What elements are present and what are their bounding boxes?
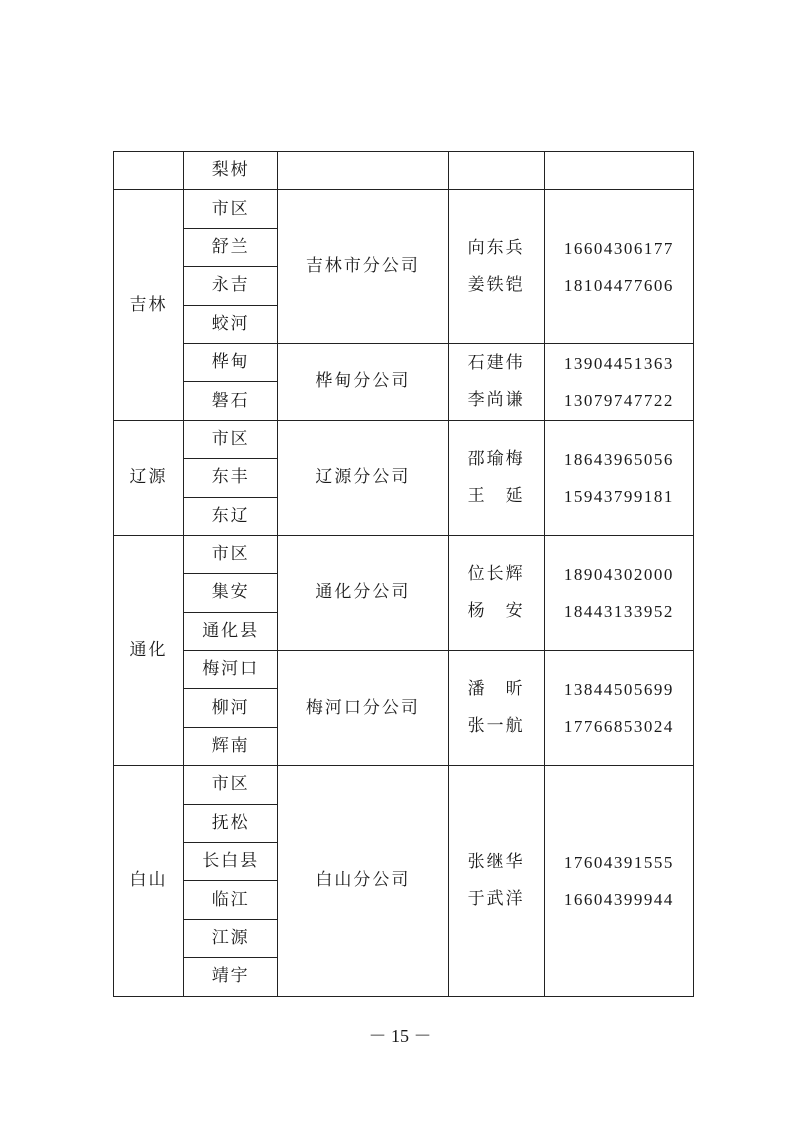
district-cell: 市区 (184, 420, 278, 458)
district-cell: 舒兰 (184, 228, 278, 266)
contact-name: 位长辉 (467, 563, 525, 584)
contact-name: 张一航 (467, 716, 525, 737)
contact-cell (448, 651, 544, 766)
district-cell: 集安 (184, 574, 278, 612)
phone-number: 18643965056 (563, 449, 674, 469)
region-cell: 白山 (114, 766, 184, 996)
contact-name: 潘 昕 (467, 679, 525, 700)
district-cell: 东辽 (184, 497, 278, 535)
phone-number: 18904302000 (563, 564, 674, 584)
company-cell: 梅河口分公司 (278, 651, 448, 766)
contact-name: 杨 安 (467, 600, 525, 621)
district-cell: 梅河口 (184, 651, 278, 689)
contact-name: 张继华 (467, 851, 525, 872)
region-cell (114, 152, 184, 190)
contact-name: 向东兵 (467, 237, 525, 258)
region-cell: 吉林 (114, 190, 184, 420)
district-cell: 磐石 (184, 382, 278, 420)
district-cell: 柳河 (184, 689, 278, 727)
district-cell: 长白县 (184, 843, 278, 881)
district-cell: 永吉 (184, 267, 278, 305)
company-cell: 吉林市分公司 (278, 190, 448, 344)
contact-name: 于武洋 (467, 888, 525, 909)
table-row (114, 343, 694, 381)
phone-cell (544, 420, 693, 535)
phone-number: 16604306177 (563, 238, 674, 258)
phone-number: 18104477606 (563, 275, 674, 295)
district-cell: 江源 (184, 919, 278, 957)
contacts-table (113, 151, 694, 997)
contact-name: 李尚谦 (467, 389, 525, 410)
district-cell: 梨树 (184, 152, 278, 190)
table-row (114, 420, 694, 458)
contact-cell (448, 152, 544, 190)
phone-number: 16604399944 (563, 889, 674, 909)
company-cell (278, 152, 448, 190)
contact-cell (448, 190, 544, 344)
district-cell: 东丰 (184, 459, 278, 497)
district-cell: 市区 (184, 190, 278, 228)
contact-cell (448, 343, 544, 420)
company-cell: 桦甸分公司 (278, 343, 448, 420)
district-cell: 临江 (184, 881, 278, 919)
district-cell: 靖宇 (184, 958, 278, 996)
phone-number: 17604391555 (563, 852, 674, 872)
table-row (114, 766, 694, 804)
contact-name: 邵瑜梅 (467, 448, 525, 469)
contact-name: 王 延 (467, 485, 525, 506)
contact-name: 姜铁铠 (467, 274, 525, 295)
district-cell: 蛟河 (184, 305, 278, 343)
table-row (114, 651, 694, 689)
contacts-table-body (114, 152, 694, 997)
company-cell: 通化分公司 (278, 535, 448, 650)
phone-cell (544, 535, 693, 650)
region-cell: 通化 (114, 535, 184, 765)
phone-number: 15943799181 (563, 486, 674, 506)
table-row (114, 152, 694, 190)
contact-cell (448, 535, 544, 650)
phone-cell (544, 651, 693, 766)
district-cell: 市区 (184, 766, 278, 804)
district-cell: 桦甸 (184, 343, 278, 381)
phone-number: 13844505699 (563, 680, 674, 700)
region-cell: 辽源 (114, 420, 184, 535)
page-number: － 15 － (368, 1026, 432, 1046)
district-cell: 辉南 (184, 727, 278, 765)
company-cell: 辽源分公司 (278, 420, 448, 535)
phone-number: 13904451363 (563, 353, 674, 373)
phone-number: 17766853024 (563, 717, 674, 737)
phone-cell (544, 152, 693, 190)
phone-cell (544, 766, 693, 996)
district-cell: 抚松 (184, 804, 278, 842)
district-cell: 通化县 (184, 612, 278, 650)
phone-cell (544, 343, 693, 420)
table-row (114, 190, 694, 228)
company-cell: 白山分公司 (278, 766, 448, 996)
table-row (114, 535, 694, 573)
phone-number: 13079747722 (563, 390, 674, 410)
contact-cell (448, 766, 544, 996)
phone-cell (544, 190, 693, 344)
phone-number: 18443133952 (563, 601, 674, 621)
district-cell: 市区 (184, 535, 278, 573)
contact-cell (448, 420, 544, 535)
contact-name: 石建伟 (467, 352, 525, 373)
